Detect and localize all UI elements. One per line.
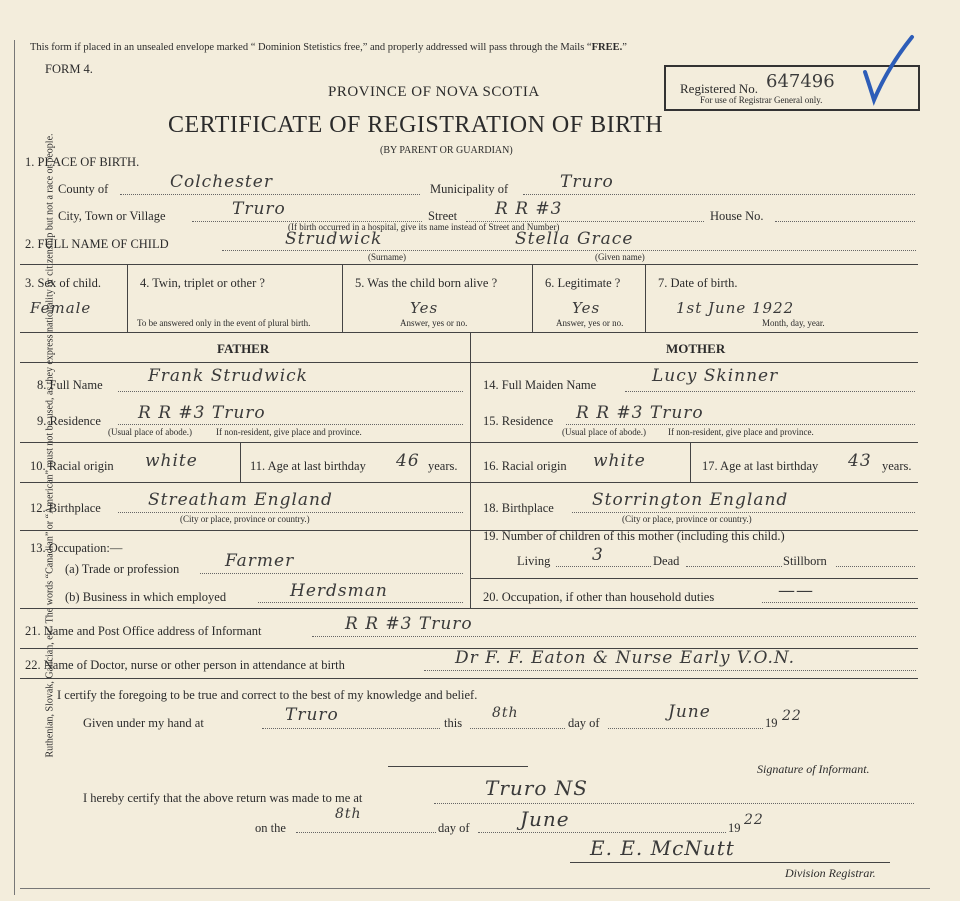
informant-line: [312, 636, 916, 637]
father-birthplace-note: (City or place, province or country.): [180, 514, 310, 524]
mother-res-note-a: (Usual place of abode.): [562, 427, 646, 437]
day-num: 8th: [492, 705, 519, 721]
parents-divider: [470, 332, 471, 608]
given-line: [262, 728, 440, 729]
registrar-sig-line: [570, 862, 890, 863]
city-label: City, Town or Village: [58, 209, 166, 223]
house-line: [775, 221, 915, 222]
house-label: House No.: [710, 209, 764, 223]
father-race: white: [145, 451, 198, 471]
sex-value: Female: [30, 299, 92, 317]
this-label: this: [444, 716, 463, 730]
sex-label: 3. Sex of child.: [25, 276, 102, 290]
row-rule-top: [20, 264, 918, 265]
mother-age: 43: [848, 451, 872, 471]
county-value: Colchester: [170, 172, 273, 192]
registrar-note: For use of Registrar General only.: [700, 95, 823, 105]
divider-2: [342, 264, 343, 332]
street-value: R R #3: [495, 199, 563, 219]
informant-label: 21. Name and Post Office address of Informant: [25, 624, 262, 638]
municipality-label: Municipality of: [430, 182, 509, 196]
place-of-birth-heading: 1. PLACE OF BIRTH.: [25, 155, 140, 169]
mother-name-label: 14. Full Maiden Name: [483, 378, 597, 392]
hospital-note: (If birth occurred in a hospital, give its name instead of Street and Number): [288, 222, 560, 232]
surname-caption: (Surname): [368, 252, 406, 262]
divider-4: [645, 264, 646, 332]
mail-note: This form if placed in an unsealed envelope marked “ Dominion Stetistics free,” and properly addressed will pass through the Mails “FREE.”: [30, 42, 627, 53]
form-number: FORM 4.: [45, 62, 93, 76]
father-name: Frank Strudwick: [148, 366, 308, 386]
day-of-label-2: day of: [438, 821, 470, 835]
month-line-2: [478, 832, 726, 833]
certificate-subtitle: (BY PARENT OR GUARDIAN): [380, 145, 513, 156]
bottom-rule: [20, 888, 930, 889]
business-label: (b) Business in which employed: [65, 590, 227, 604]
child-given-name: Stella Grace: [515, 229, 634, 249]
mother-birthplace: Storrington England: [592, 490, 789, 510]
father-birthplace-label: 12. Birthplace: [30, 501, 101, 515]
municipality-line: [523, 194, 915, 195]
on-day-line: [296, 832, 436, 833]
legit-value: Yes: [572, 299, 601, 317]
father-race-divider: [240, 442, 241, 482]
mother-res-label: 15. Residence: [483, 414, 554, 428]
mother-race-label: 16. Racial origin: [483, 459, 567, 473]
alive-note: Answer, yes or no.: [400, 318, 468, 328]
row-rule-race: [20, 482, 918, 483]
alive-value: Yes: [410, 299, 439, 317]
father-birthplace: Streatham England: [148, 490, 333, 510]
legit-label: 6. Legitimate ?: [545, 276, 621, 290]
given-place: Truro: [285, 705, 339, 725]
on-day: 8th: [335, 806, 362, 822]
father-name-line: [118, 391, 463, 392]
mother-occ-label: 20. Occupation, if other than household duties: [483, 590, 715, 604]
trade-line: [200, 573, 463, 574]
father-age-unit: years.: [428, 459, 458, 473]
mother-race: white: [593, 451, 646, 471]
business-line: [258, 602, 463, 603]
given-caption: (Given name): [595, 252, 645, 262]
divider-1: [127, 264, 128, 332]
day-line: [470, 728, 565, 729]
children-label: 19. Number of children of this mother (including this child.): [483, 529, 785, 543]
mother-residence: R R #3 Truro: [576, 403, 704, 423]
doctor-label: 22. Name of Doctor, nurse or other person in attendance at birth: [25, 658, 345, 672]
divider-3: [532, 264, 533, 332]
side-rule: [14, 40, 15, 895]
child-surname: Strudwick: [285, 229, 383, 249]
trade-label: (a) Trade or profession: [65, 562, 180, 576]
registered-number: 647496: [766, 71, 835, 92]
father-birthplace-line: [118, 512, 463, 513]
stillborn-label: Stillborn: [783, 554, 827, 568]
row-rule-cert: [20, 678, 918, 679]
province-heading: PROVINCE OF NOVA SCOTIA: [328, 84, 540, 100]
mother-birthplace-label: 18. Birthplace: [483, 501, 554, 515]
year-prefix: 19: [765, 716, 778, 730]
father-res-line: [118, 424, 463, 425]
mother-res-note-b: If non-resident, give place and province.: [668, 427, 814, 437]
living-label: Living: [517, 554, 551, 568]
row-rule-res: [20, 442, 918, 443]
mother-heading: MOTHER: [666, 341, 726, 356]
mother-name: Lucy Skinner: [652, 366, 779, 386]
row-rule-children: [470, 578, 918, 579]
father-name-label: 8. Full Name: [37, 378, 103, 392]
child-name-label: 2. FULL NAME OF CHILD: [25, 237, 169, 251]
month-line: [608, 728, 763, 729]
alive-label: 5. Was the child born alive ?: [355, 276, 498, 290]
father-res-note-b: If non-resident, give place and province.: [216, 427, 362, 437]
blue-check-mark: [860, 32, 920, 107]
mother-res-line: [566, 424, 915, 425]
registrar-signature: E. E. McNutt: [590, 836, 735, 860]
given-label: Given under my hand at: [83, 716, 204, 730]
twin-label: 4. Twin, triplet or other ?: [140, 276, 265, 290]
father-age-label: 11. Age at last birthday: [250, 459, 366, 473]
mother-age-label: 17. Age at last birthday: [702, 459, 819, 473]
cert-text: I certify the foregoing to be true and correct to the best of my knowledge and belief.: [57, 688, 478, 702]
informant-value: R R #3 Truro: [345, 614, 473, 634]
mother-birthplace-note: (City or place, province or country.): [622, 514, 752, 524]
mother-birthplace-line: [572, 512, 915, 513]
registrar-label: Division Registrar.: [785, 866, 876, 880]
row-rule-informant: [20, 608, 918, 609]
stillborn-line: [836, 566, 915, 567]
year-prefix-2: 19: [728, 821, 741, 835]
father-res-label: 9. Residence: [37, 414, 101, 428]
doctor-value: Dr F. F. Eaton & Nurse Early V.O.N.: [455, 648, 796, 668]
father-race-label: 10. Racial origin: [30, 459, 114, 473]
doctor-line: [424, 670, 916, 671]
mother-race-divider: [690, 442, 691, 482]
day-of-label: day of: [568, 716, 600, 730]
father-residence: R R #3 Truro: [138, 403, 266, 423]
county-line: [120, 194, 420, 195]
living-value: 3: [592, 545, 604, 565]
child-name-line: [222, 250, 916, 251]
informant-sig-label: Signature of Informant.: [757, 762, 870, 776]
dead-label: Dead: [653, 554, 680, 568]
dead-line: [686, 566, 782, 567]
father-heading: FATHER: [217, 341, 270, 356]
return-place: Truro NS: [485, 776, 588, 800]
street-label: Street: [428, 209, 458, 223]
dob-label: 7. Date of birth.: [658, 276, 738, 290]
living-line: [556, 566, 651, 567]
legit-note: Answer, yes or no.: [556, 318, 624, 328]
trade-value: Farmer: [225, 551, 295, 571]
year-value-2: 22: [744, 812, 764, 828]
mother-occ-line: [762, 602, 915, 603]
mother-occ-value: ——: [778, 581, 814, 601]
side-note: Ruthenian, Slovak, Galician, etc. The words “Canadian” or “American” must not be used, as they express nationality or citizenship but not a race or people.: [44, 133, 56, 758]
certificate-title: CERTIFICATE OF REGISTRATION OF BIRTH: [168, 112, 664, 138]
city-value: Truro: [232, 199, 286, 219]
occupation-label: 13. Occupation:—: [30, 541, 123, 555]
mother-age-unit: years.: [882, 459, 912, 473]
business-value: Herdsman: [290, 581, 388, 601]
year-value: 22: [782, 708, 802, 724]
father-age: 46: [396, 451, 420, 471]
informant-sig-line: [388, 766, 528, 767]
month-value-2: June: [520, 807, 570, 831]
row-rule-parents: [20, 332, 918, 333]
father-res-note-a: (Usual place of abode.): [108, 427, 192, 437]
return-line: [434, 803, 914, 804]
mother-name-line: [625, 391, 915, 392]
on-label: on the: [255, 821, 286, 835]
county-label: County of: [58, 182, 109, 196]
row-rule-heads: [20, 362, 918, 363]
twin-note: To be answered only in the event of plural birth.: [137, 318, 311, 328]
municipality-value: Truro: [560, 172, 614, 192]
return-label: I hereby certify that the above return was made to me at: [83, 791, 363, 805]
registered-label: Registered No.: [680, 81, 758, 96]
dob-note: Month, day, year.: [762, 318, 825, 328]
dob-value: 1st June 1922: [676, 299, 795, 317]
month-value: June: [668, 702, 711, 722]
